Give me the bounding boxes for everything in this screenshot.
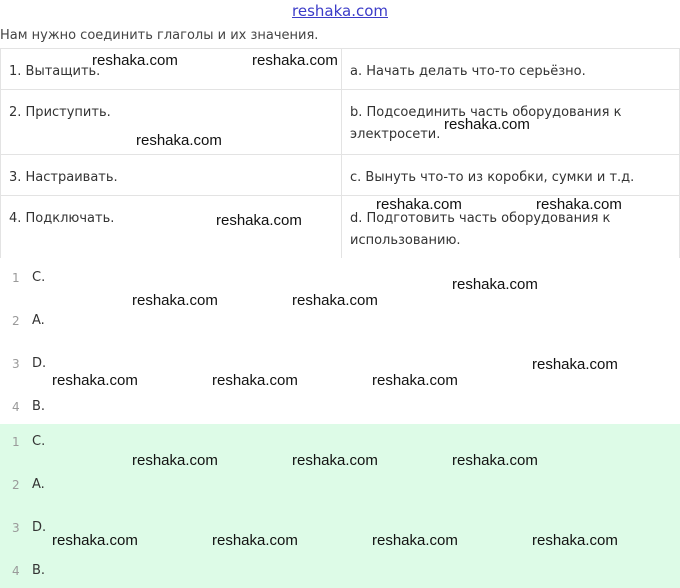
meaning-cell: a. Начать делать что-то серьёзно. [342, 49, 680, 90]
watermark: reshaka.com [532, 356, 618, 373]
watermark: reshaka.com [132, 452, 218, 469]
watermark: reshaka.com [52, 372, 138, 389]
meaning-cell: d. Подготовить часть оборудования к использованию. [342, 196, 680, 261]
answer-letter: D. [32, 520, 47, 535]
watermark: reshaka.com [292, 292, 378, 309]
answer-number: 2 [12, 314, 20, 328]
verb-cell: 1. Вытащить. [1, 49, 342, 90]
answer-number: 1 [12, 435, 20, 449]
answer-letter: D. [32, 356, 47, 371]
watermark: reshaka.com [532, 532, 618, 549]
table-row [1, 155, 680, 196]
watermark: reshaka.com [372, 372, 458, 389]
watermark: reshaka.com [452, 276, 538, 293]
table-row [1, 90, 680, 155]
answer-letter: B. [32, 563, 46, 578]
watermark: reshaka.com [212, 372, 298, 389]
meaning-cell: b. Подсоединить часть оборудования к электросети. [342, 90, 680, 155]
answer-letter: C. [32, 270, 46, 285]
answer-number: 1 [12, 271, 20, 285]
watermark: reshaka.com [132, 292, 218, 309]
answer-letter: B. [32, 399, 46, 414]
answer-number: 3 [12, 357, 20, 371]
watermark: reshaka.com [136, 132, 222, 149]
answer-number: 4 [12, 400, 20, 414]
watermark: reshaka.com [52, 532, 138, 549]
answer-number: 2 [12, 478, 20, 492]
watermark: reshaka.com [452, 452, 538, 469]
meaning-cell: c. Вынуть что-то из коробки, сумки и т.д. [342, 155, 680, 196]
watermark: reshaka.com [216, 212, 302, 229]
watermark: reshaka.com [376, 196, 462, 213]
watermark: reshaka.com [372, 532, 458, 549]
verb-cell: 2. Приступить. [1, 90, 342, 155]
watermark: reshaka.com [92, 52, 178, 69]
watermark: reshaka.com [292, 452, 378, 469]
site-header-link[interactable]: reshaka.com [292, 2, 388, 20]
answer-list-highlighted [0, 424, 680, 588]
answer-number: 3 [12, 521, 20, 535]
watermark: reshaka.com [212, 532, 298, 549]
task-instruction: Нам нужно соединить глаголы и их значения. [0, 28, 319, 43]
answer-number: 4 [12, 564, 20, 578]
watermark: reshaka.com [252, 52, 338, 69]
verb-cell: 4. Подключать. [1, 196, 342, 261]
verb-cell: 3. Настраивать. [1, 155, 342, 196]
answer-letter: C. [32, 434, 46, 449]
answer-letter: A. [32, 313, 45, 328]
matching-table [0, 48, 680, 261]
answer-list [0, 258, 680, 424]
watermark: reshaka.com [536, 196, 622, 213]
watermark: reshaka.com [444, 116, 530, 133]
answer-letter: A. [32, 477, 45, 492]
